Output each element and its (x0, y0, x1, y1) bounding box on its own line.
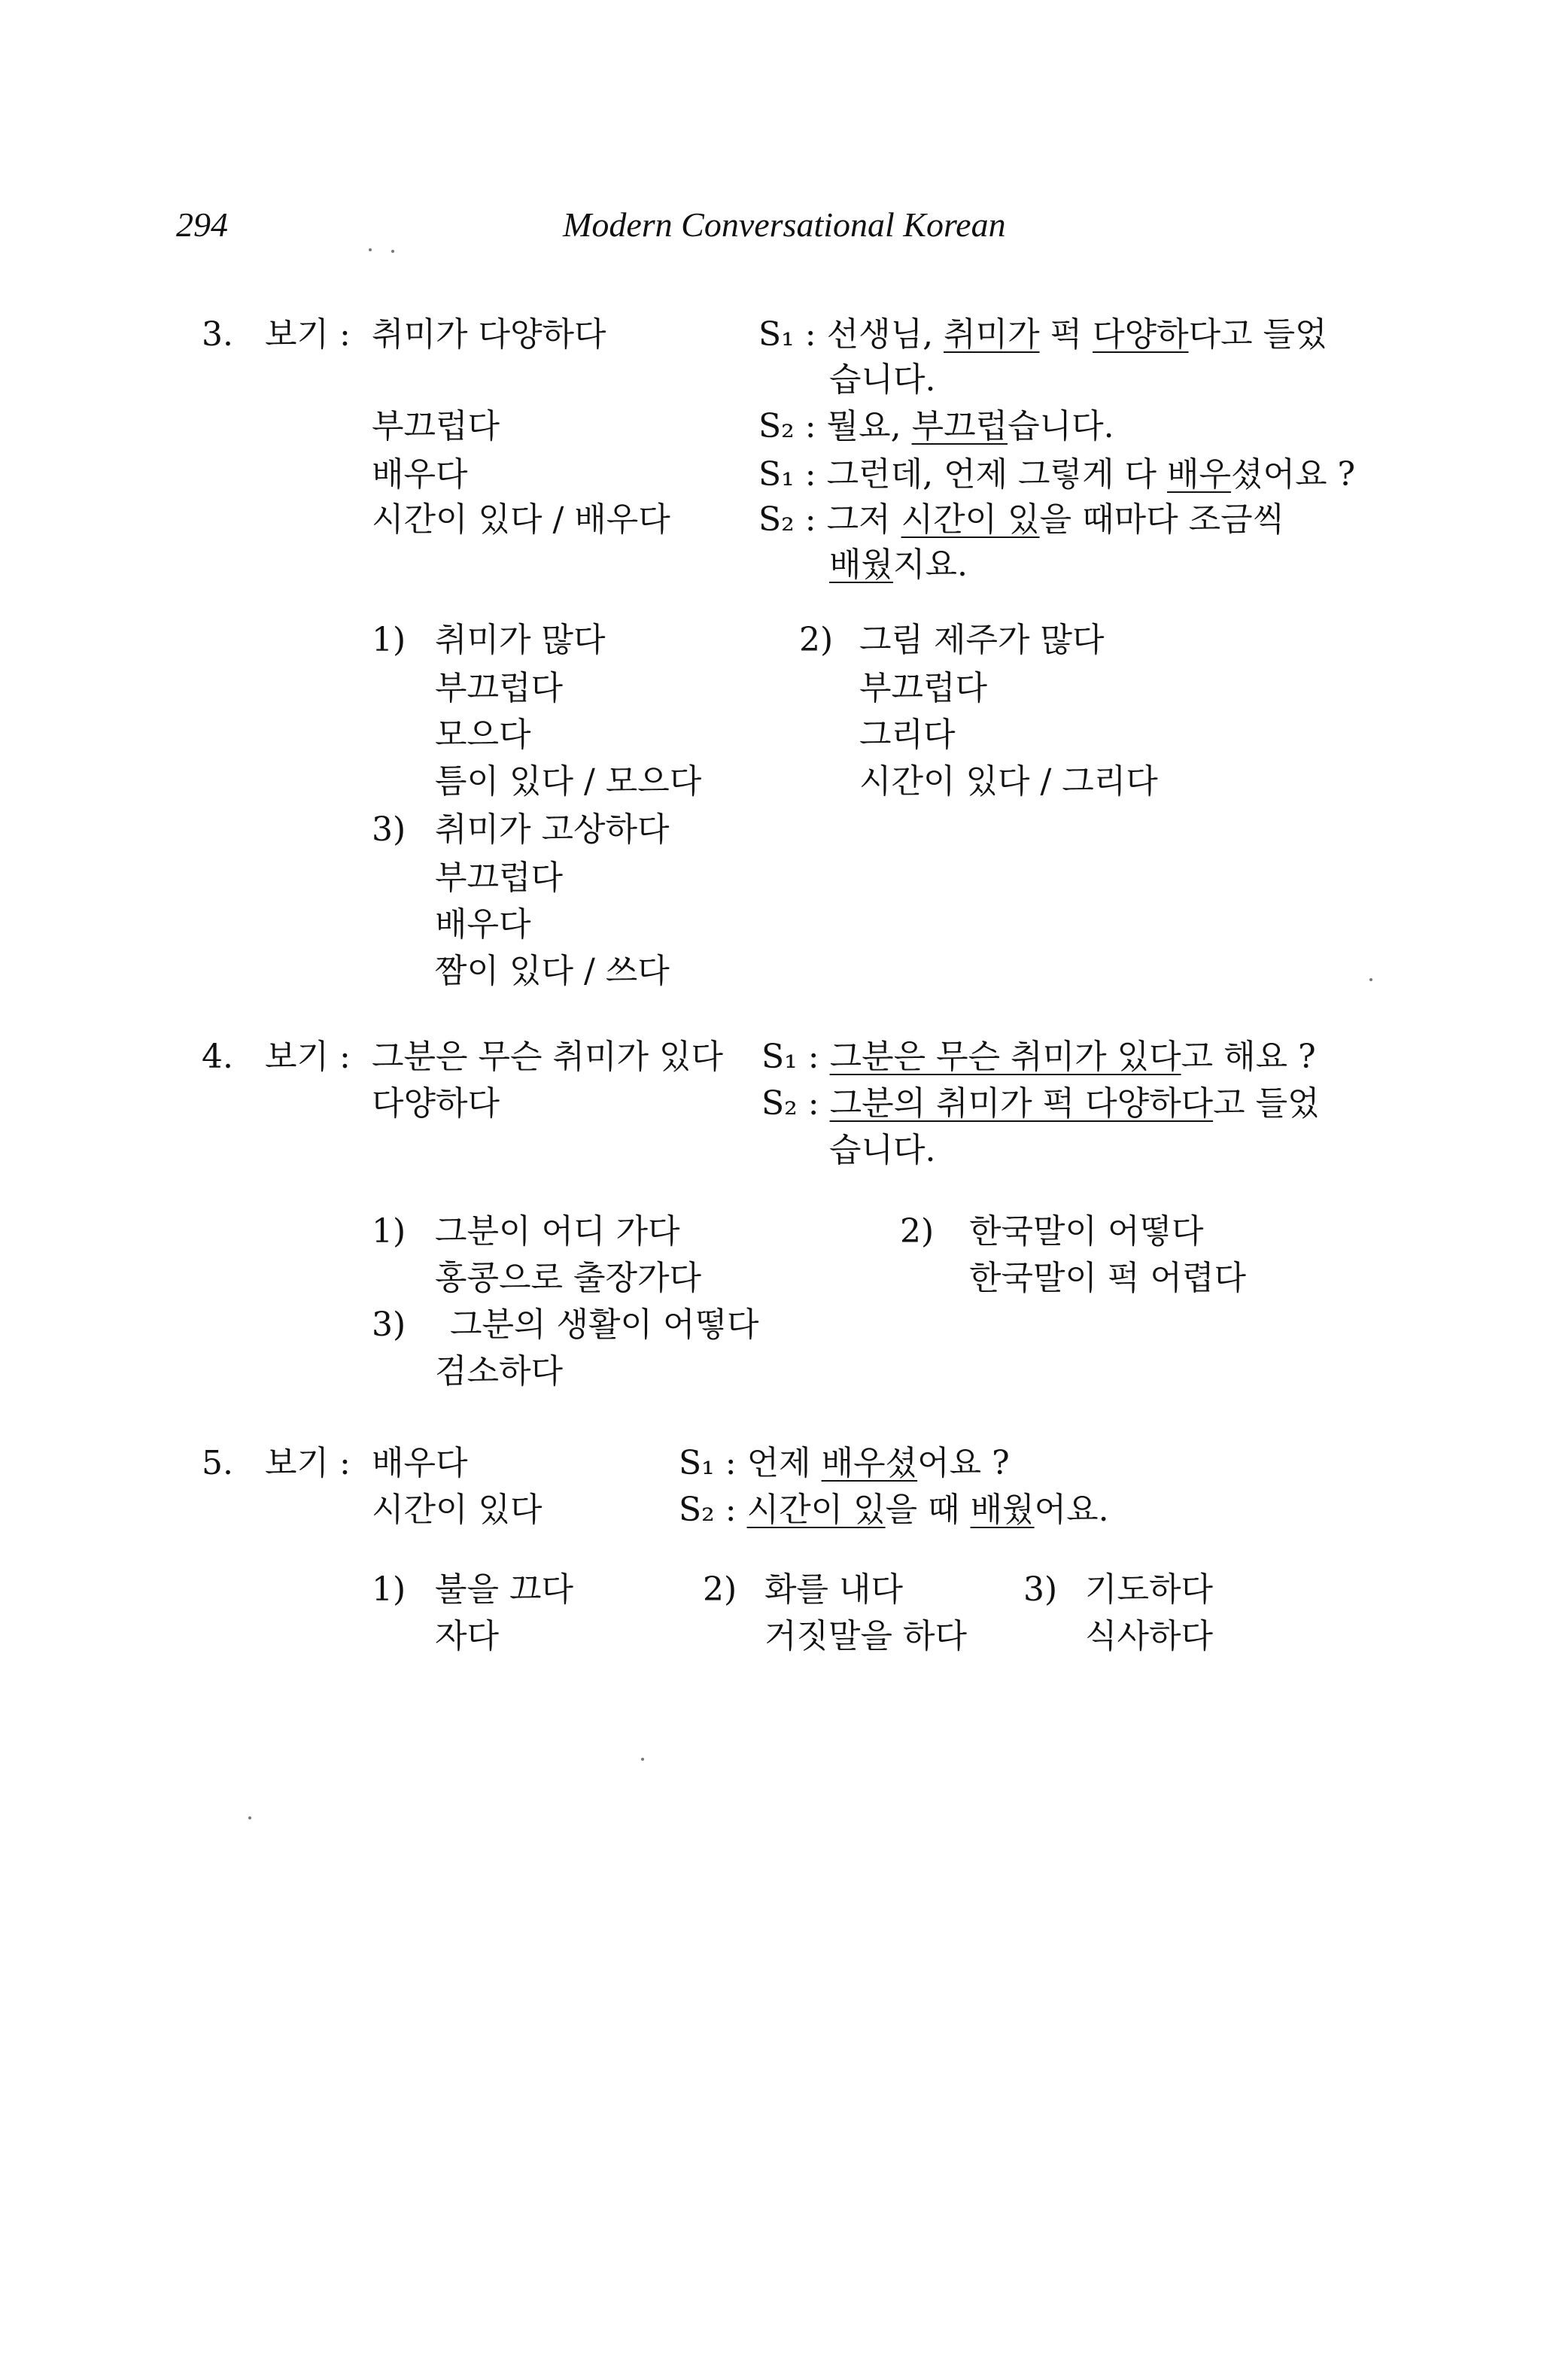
exercise-number: 1) (372, 621, 406, 659)
section-4-model-prompt: 다양하다 (372, 1084, 500, 1123)
dialogue-text: 을 때마다 조금씩 (1039, 500, 1285, 539)
section-4-model-prompt: 그분은 무슨 취미가 있다 (372, 1038, 723, 1076)
speaker-label: S₁ : (761, 1038, 830, 1076)
exercise-line: 짬이 있다 / 쓰다 (435, 952, 670, 990)
exercise-line: 취미가 많다 (435, 621, 606, 659)
exercise-line: 부끄럽다 (859, 669, 988, 707)
dialogue-line (761, 1084, 1320, 1124)
exercise-line: 한국말이 어떻다 (969, 1212, 1204, 1251)
exercise-line: 그림 제주가 많다 (859, 621, 1105, 659)
exercise-line: 거짓말을 하다 (764, 1617, 968, 1655)
dialogue-text: 습니다. (1008, 407, 1114, 445)
speaker-label: S₂ : (758, 407, 827, 445)
dialogue-line (758, 315, 1327, 355)
dialogue-line (679, 1443, 1010, 1484)
dialogue-line (758, 454, 1355, 495)
speaker-label: S₂ : (758, 500, 827, 539)
underlined-phrase: 그분은 무슨 취미가 있다 (829, 1038, 1181, 1076)
exercise-line: 시간이 있다 / 그리다 (859, 762, 1158, 801)
section-4-number: 4. (202, 1038, 233, 1076)
exercise-line: 틈이 있다 / 모으다 (435, 762, 702, 801)
dialogue-line (758, 500, 1284, 540)
speaker-label: S₂ : (679, 1491, 747, 1529)
exercise-line: 부끄럽다 (435, 859, 564, 897)
exercise-line: 부끄럽다 (435, 669, 564, 707)
exercise-line: 배우다 (435, 905, 531, 944)
exercise-line: 그분이 어디 가다 (435, 1212, 680, 1251)
dialogue-text: 그런데, 언제 그렇게 다 (826, 455, 1168, 494)
stray-mark (391, 250, 394, 253)
section-5-number: 5. (202, 1444, 233, 1482)
exercise-line: 식사하다 (1085, 1617, 1214, 1655)
exercise-line: 모으다 (435, 716, 531, 754)
exercise-line: 홍콩으로 출장가다 (435, 1259, 702, 1297)
exercise-line: 검소하다 (435, 1352, 564, 1391)
exercise-line: 화를 내다 (764, 1570, 904, 1609)
dialogue-line (758, 406, 1114, 447)
section-3-number: 3. (202, 315, 233, 354)
speaker-label: S₂ : (761, 1084, 830, 1123)
underlined-phrase: 그분의 취미가 퍽 다양하다 (829, 1084, 1214, 1123)
dialogue-text: 뭘요, (826, 407, 912, 445)
exercise-line: 취미가 고상하다 (435, 810, 670, 849)
section-3-model-prompt: 배우다 (372, 455, 468, 494)
underlined-phrase: 부끄럽 (911, 407, 1008, 445)
underlined-phrase: 배웠 (970, 1491, 1035, 1529)
exercise-line: 한국말이 퍽 어렵다 (969, 1259, 1247, 1297)
exercise-number: 3) (1023, 1570, 1058, 1609)
dialogue-text: 다고 들었 (1188, 315, 1327, 354)
speaker-label: S₁ : (679, 1444, 747, 1482)
underlined-phrase: 배우 (1167, 455, 1232, 494)
dialogue-text: 어요. (1034, 1491, 1109, 1529)
exercise-number: 2) (799, 621, 834, 659)
exercise-line: 자다 (435, 1617, 500, 1655)
book-title: Modern Conversational Korean (563, 205, 1006, 244)
exercise-number: 1) (372, 1570, 406, 1609)
exercise-line: 그분의 생활이 어떻다 (450, 1306, 759, 1344)
exercise-number: 1) (372, 1212, 406, 1251)
section-3-label: 보기 : (265, 315, 351, 354)
exercise-line: 기도하다 (1085, 1570, 1214, 1609)
dialogue-text: 어요 ? (917, 1444, 1010, 1482)
dialogue-text: 고 해요 ? (1181, 1038, 1316, 1076)
stray-mark (1369, 978, 1372, 981)
exercise-number: 2) (900, 1212, 935, 1251)
dialogue-continuation: 습니다. (829, 1131, 936, 1169)
section-3-model-prompt: 시간이 있다 / 배우다 (372, 500, 670, 539)
dialogue-line (761, 1037, 1316, 1078)
exercise-number: 3) (372, 810, 406, 849)
page-number: 294 (176, 205, 228, 244)
underlined-phrase: 시간이 있 (746, 1491, 886, 1529)
exercise-line: 불을 끄다 (435, 1570, 574, 1609)
section-5-label: 보기 : (265, 1444, 351, 1482)
dialogue-text: 셨어요 ? (1231, 455, 1356, 494)
dialogue-text: 선생님, (826, 315, 944, 354)
underlined-phrase: 시간이 있 (901, 500, 1040, 539)
dialogue-continuation: 습니다. (829, 360, 936, 399)
underlined-phrase: 다양하 (1093, 315, 1189, 354)
dialogue-text: 퍽 (1039, 315, 1093, 354)
exercise-number: 3) (372, 1306, 406, 1344)
dialogue-text: 언제 (746, 1444, 822, 1482)
section-3-model-prompt: 부끄럽다 (372, 407, 500, 445)
exercise-number: 2) (703, 1570, 737, 1609)
dialogue-text: 지요. (893, 546, 968, 584)
speaker-label: S₁ : (758, 455, 827, 494)
dialogue-text: 고 들었 (1213, 1084, 1320, 1123)
dialogue-text: 그저 (826, 500, 901, 539)
section-4-label: 보기 : (265, 1038, 351, 1076)
dialogue-line (679, 1490, 1109, 1530)
stray-mark (369, 248, 372, 251)
exercise-line: 그리다 (859, 716, 956, 754)
stray-mark (248, 1816, 251, 1819)
section-5-model-prompt: 시간이 있다 (372, 1491, 543, 1529)
dialogue-continuation (829, 545, 968, 585)
stray-mark (641, 1758, 644, 1761)
dialogue-text: 을 때 (885, 1491, 971, 1529)
underlined-phrase: 배우셨 (821, 1444, 918, 1482)
underlined-phrase: 취미가 (944, 315, 1040, 354)
section-3-model-prompt: 취미가 다양하다 (372, 315, 606, 354)
underlined-phrase: 배웠 (829, 546, 894, 584)
section-5-model-prompt: 배우다 (372, 1444, 468, 1482)
speaker-label: S₁ : (758, 315, 827, 354)
